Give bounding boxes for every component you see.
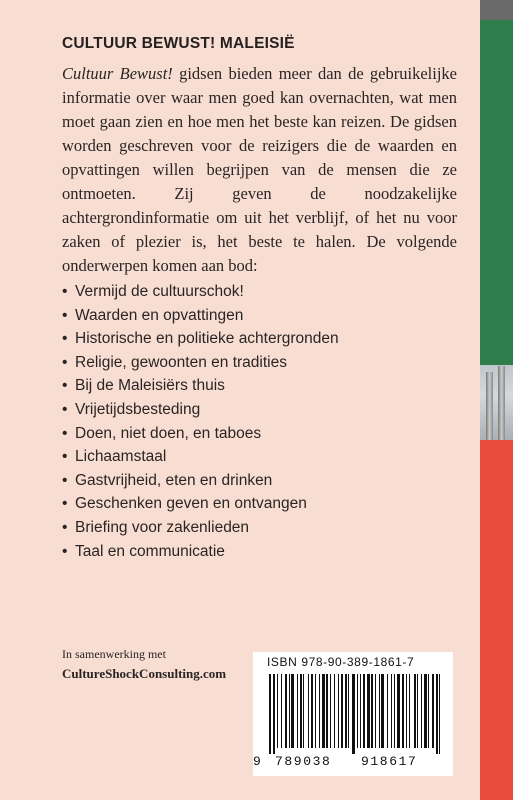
- barcode-bar: [397, 674, 400, 748]
- list-item: [62, 280, 339, 304]
- tower-right: [498, 366, 505, 440]
- barcode-bar: [428, 674, 429, 748]
- barcode-bar: [360, 674, 361, 748]
- list-item: [62, 516, 339, 540]
- list-item: [62, 327, 339, 351]
- list-item: [62, 445, 339, 469]
- barcode-bar: [402, 674, 404, 748]
- barcode-bar: [269, 674, 271, 754]
- barcode-bar: [326, 674, 328, 748]
- barcode-bar: [348, 674, 349, 748]
- list-item: [62, 469, 339, 493]
- barcode-bar: [363, 674, 365, 748]
- ean-first-digit: 9: [253, 754, 263, 769]
- barcode-bar: [406, 674, 407, 748]
- bullet: •: [62, 448, 68, 466]
- topic-label: Religie, gewoonten en tradities: [75, 353, 287, 371]
- barcode-bar: [319, 674, 320, 748]
- bullet: •: [62, 495, 68, 513]
- barcode-bar: [439, 674, 440, 754]
- barcode-bar: [391, 674, 392, 748]
- bullet: •: [62, 518, 68, 536]
- topic-label: Doen, niet doen, en taboes: [75, 424, 262, 442]
- barcode-bar: [291, 674, 294, 748]
- edge-green-stripe: [480, 20, 513, 365]
- barcode-bar: [381, 674, 384, 748]
- bullet: •: [62, 330, 68, 348]
- barcode-bar: [375, 674, 376, 748]
- spine-edge: [480, 0, 513, 800]
- barcode-bar: [289, 674, 290, 748]
- list-item: [62, 351, 339, 375]
- barcode-bars: [261, 674, 447, 754]
- bullet: •: [62, 353, 68, 371]
- topic-label: Gastvrijheid, eten en drinken: [75, 471, 273, 489]
- barcode-bar: [371, 674, 373, 748]
- barcode-bar: [334, 674, 335, 748]
- barcode-bar: [352, 674, 355, 754]
- isbn-label: ISBN 978-90-389-1861-7: [267, 655, 415, 669]
- bullet: •: [62, 377, 68, 395]
- barcode-bar: [311, 674, 313, 748]
- barcode-bar: [322, 674, 325, 748]
- barcode-bar: [424, 674, 427, 748]
- topic-label: Vermijd de cultuurschok!: [75, 283, 244, 300]
- list-item: [62, 492, 339, 516]
- topic-label: Lichaamstaal: [75, 448, 167, 466]
- tower-left: [486, 372, 493, 440]
- intro-body: gidsen bieden meer dan de gebruikelijke informatie over waar men goed kan overnachten, wat men moet gaan zien en hoe men het beste kan reizen. De gidsen worden geschreven voor de reizigers die de waarden en opvattingen willen begrijpen van de mensen die ze ontmoeten. Zij geven de noodzakelijke achtergrondinformatie om uit het verblijf, of het nu voor zaken of plezier is, het beste te halen. De volgende onderwerpen komen aan bod:: [62, 64, 457, 275]
- ean-left-group: 789038: [275, 754, 332, 769]
- bullet: •: [62, 306, 68, 324]
- barcode-bar: [285, 674, 287, 748]
- topic-label: Geschenken geven en ontvangen: [75, 495, 307, 513]
- barcode-bar: [300, 674, 302, 748]
- bullet: •: [62, 283, 68, 300]
- bullet: •: [62, 542, 68, 560]
- partner-label: In samenwerking met: [62, 647, 166, 661]
- barcode-bar: [379, 674, 380, 748]
- barcode-bar: [387, 674, 388, 748]
- barcode-bar: [417, 674, 418, 748]
- barcode-bar: [432, 674, 434, 748]
- partner-block: [62, 644, 226, 684]
- edge-grey-stripe: [480, 0, 513, 20]
- list-item: [62, 374, 339, 398]
- barcode-bar: [394, 674, 395, 748]
- bullet: •: [62, 400, 68, 418]
- barcode-bar: [303, 674, 304, 748]
- list-item: [62, 422, 339, 446]
- barcode-bar: [281, 674, 282, 748]
- series-name: Cultuur Bewust!: [62, 64, 173, 83]
- barcode-bar: [409, 674, 410, 748]
- bullet: •: [62, 471, 68, 489]
- partner-site: CultureShockConsulting.com: [62, 666, 227, 681]
- topic-list: [62, 280, 339, 563]
- barcode-bar: [414, 674, 416, 748]
- barcode: [253, 652, 453, 776]
- topic-label: Bij de Maleisiërs thuis: [75, 377, 225, 395]
- skyline-photo: [480, 365, 513, 440]
- barcode-bar: [341, 674, 343, 748]
- barcode-bar: [357, 674, 358, 748]
- list-item: [62, 304, 339, 328]
- barcode-bar: [273, 674, 275, 754]
- topic-label: Taal en communicatie: [75, 542, 225, 560]
- edge-red-stripe: [480, 440, 513, 800]
- barcode-bar: [338, 674, 339, 748]
- barcode-bar: [345, 674, 347, 748]
- barcode-bar: [367, 674, 370, 748]
- book-title: CULTUUR BEWUST! MALEISIË: [62, 35, 295, 52]
- bullet: •: [62, 424, 68, 442]
- topic-label: Briefing voor zakenlieden: [75, 518, 250, 536]
- ean-right-group: 918617: [361, 754, 418, 769]
- barcode-bar: [277, 674, 278, 748]
- list-item: [62, 540, 339, 564]
- barcode-bar: [421, 674, 422, 748]
- barcode-bar: [330, 674, 331, 748]
- barcode-bar: [436, 674, 438, 754]
- barcode-bar: [308, 674, 309, 748]
- topic-label: Waarden en opvattingen: [75, 306, 244, 324]
- topic-label: Historische en politieke achtergronden: [75, 330, 339, 348]
- barcode-bar: [297, 674, 298, 748]
- barcode-bar: [315, 674, 316, 748]
- topic-label: Vrijetijdsbesteding: [75, 400, 201, 418]
- intro-text: [62, 62, 457, 278]
- list-item: [62, 398, 339, 422]
